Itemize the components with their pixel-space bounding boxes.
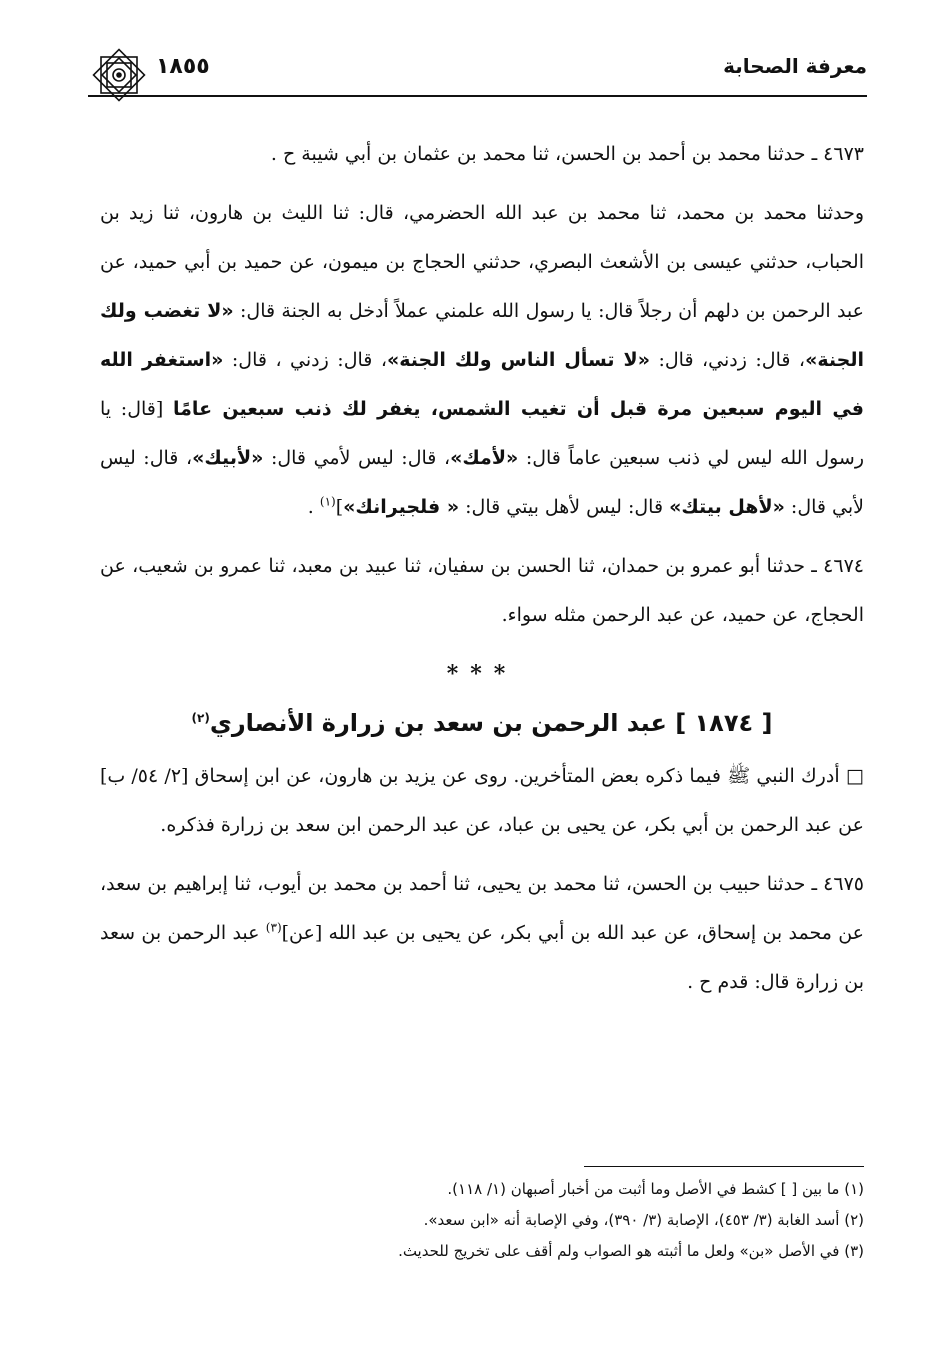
header-rule (88, 95, 867, 97)
footnote-rule (584, 1166, 864, 1167)
hadith-4675 (100, 860, 864, 1007)
footnote-ref-1: (١) (319, 494, 336, 509)
hadith-4673-text: . (307, 496, 320, 518)
hadith-4673-line1: ٤٦٧٣ ـ حدثنا محمد بن أحمد بن الحسن، ثنا محمد بن عثمان بن أبي شيبة ح . (270, 143, 864, 165)
footnote-3: (٣) في الأصل «بن» ولعل ما أثبته هو الصواب ولم أقف على تخريج للحديث. (398, 1242, 864, 1260)
page-number: ١٨٥٥ (156, 54, 210, 79)
prophetic-saying-2: «لا تسأل الناس ولك الجنة» (386, 349, 650, 371)
hadith-4673-text: وحدثنا محمد بن محمد، ثنا محمد بن عبد الله الحضرمي، قال: ثنا الليث بن هارون، ثنا زيد بن الحباب، حدثني عيسى بن الأشعث البصري، حدثني الحجاج بن ميمون، عن حميد بن أبي حميد، عن عبد الرحمن بن دلهم أن رجلاً قال: يا رسول الله علمني عملاً أدخل به الجنة قال: (100, 202, 864, 322)
hadith-4673-text: ، قال: زدني ، قال: (223, 349, 387, 371)
running-title: معرفة الصحابة (723, 54, 867, 78)
entry-title: [ ١٨٧٤ ] عبد الرحمن بن سعد بن زرارة الأنصاري (209, 709, 773, 737)
hadith-4674 (100, 542, 864, 640)
hadith-4675-tail: عبد الرحمن بن سعد بن زرارة قال: قدم ح . (100, 922, 864, 993)
footnote-ref-2: (٢) (191, 711, 210, 725)
page-header (88, 50, 867, 100)
hadith-4673-text: [قال: يا رسول الله ليس لي ذنب سبعين عاماً قال: (100, 398, 864, 469)
prophetic-saying-6: «لأهل بيتك» (669, 496, 785, 518)
hadith-4673-text: ] (335, 496, 344, 518)
footnote-1: (١) ما بين [ ] كشط في الأصل وما أثبت من أخبار أصبهان (١/ ١١٨). (447, 1180, 864, 1198)
prophetic-saying-4: «لأمك» (450, 447, 519, 469)
hadith-4674-text: ٤٦٧٤ ـ حدثنا أبو عمرو بن حمدان، ثنا الحسن بن سفيان، ثنا عبيد بن معبد، ثنا عمرو بن شعيب، عن الحجاج، عن حميد، عن عبد الرحمن مثله سواء. (100, 555, 864, 626)
hadith-4675-text: ٤٦٧٥ ـ حدثنا حبيب بن الحسن، ثنا محمد بن يحيى، ثنا أحمد بن محمد بن أيوب، ثنا إبراهيم بن سعد، عن محمد بن إسحاق، عن عبد الله بن أبي بكر، عن يحيى بن عبد الله [عن] (100, 873, 864, 944)
entry-heading (100, 699, 864, 748)
prophetic-saying-3: «استغفر الله في اليوم سبعين مرة قبل أن تغيب الشمس، يغفر لك ذنب سبعين عامًا (100, 349, 864, 420)
prophetic-saying-1: «لا تغضب ولك الجنة» (100, 300, 864, 371)
prophetic-saying-5: «لأبيك» (192, 447, 264, 469)
hadith-4673 (100, 130, 864, 179)
section-separator: *** (446, 661, 518, 687)
footnote-ref-3: (٣) (265, 920, 282, 935)
hadith-4673-chain (100, 189, 864, 532)
entry-bio-text: □ أدرك النبي ﷺ فيما ذكره بعض المتأخرين. روى عن يزيد بن هارون، عن ابن إسحاق [٢/ ٥٤/ ب] عن عبد الرحمن بن أبي بكر، عن يحيى بن عباد، عن عبد الرحمن ابن سعد بن زرارة فذكره. (100, 765, 864, 836)
entry-bio (100, 752, 864, 850)
prophetic-saying-7: « فلجيرانك» (343, 496, 460, 518)
hadith-4673-text: ، قال: ليس لأبي قال: (100, 447, 864, 518)
hadith-4673-text: ، قال: ليس لأمي قال: (263, 447, 451, 469)
hadith-4673-text: ، قال: زدني، قال: (649, 349, 806, 371)
footnotes (260, 1174, 864, 1267)
footnote-2: (٢) أسد الغابة (٣/ ٤٥٣)، الإصابة (٣/ ٣٩٠)، وفي الإصابة أنه «ابن سعد». (423, 1211, 864, 1229)
hadith-4673-text: قال: ليس لأهل بيتي قال: (459, 496, 670, 518)
main-text (100, 130, 864, 1017)
